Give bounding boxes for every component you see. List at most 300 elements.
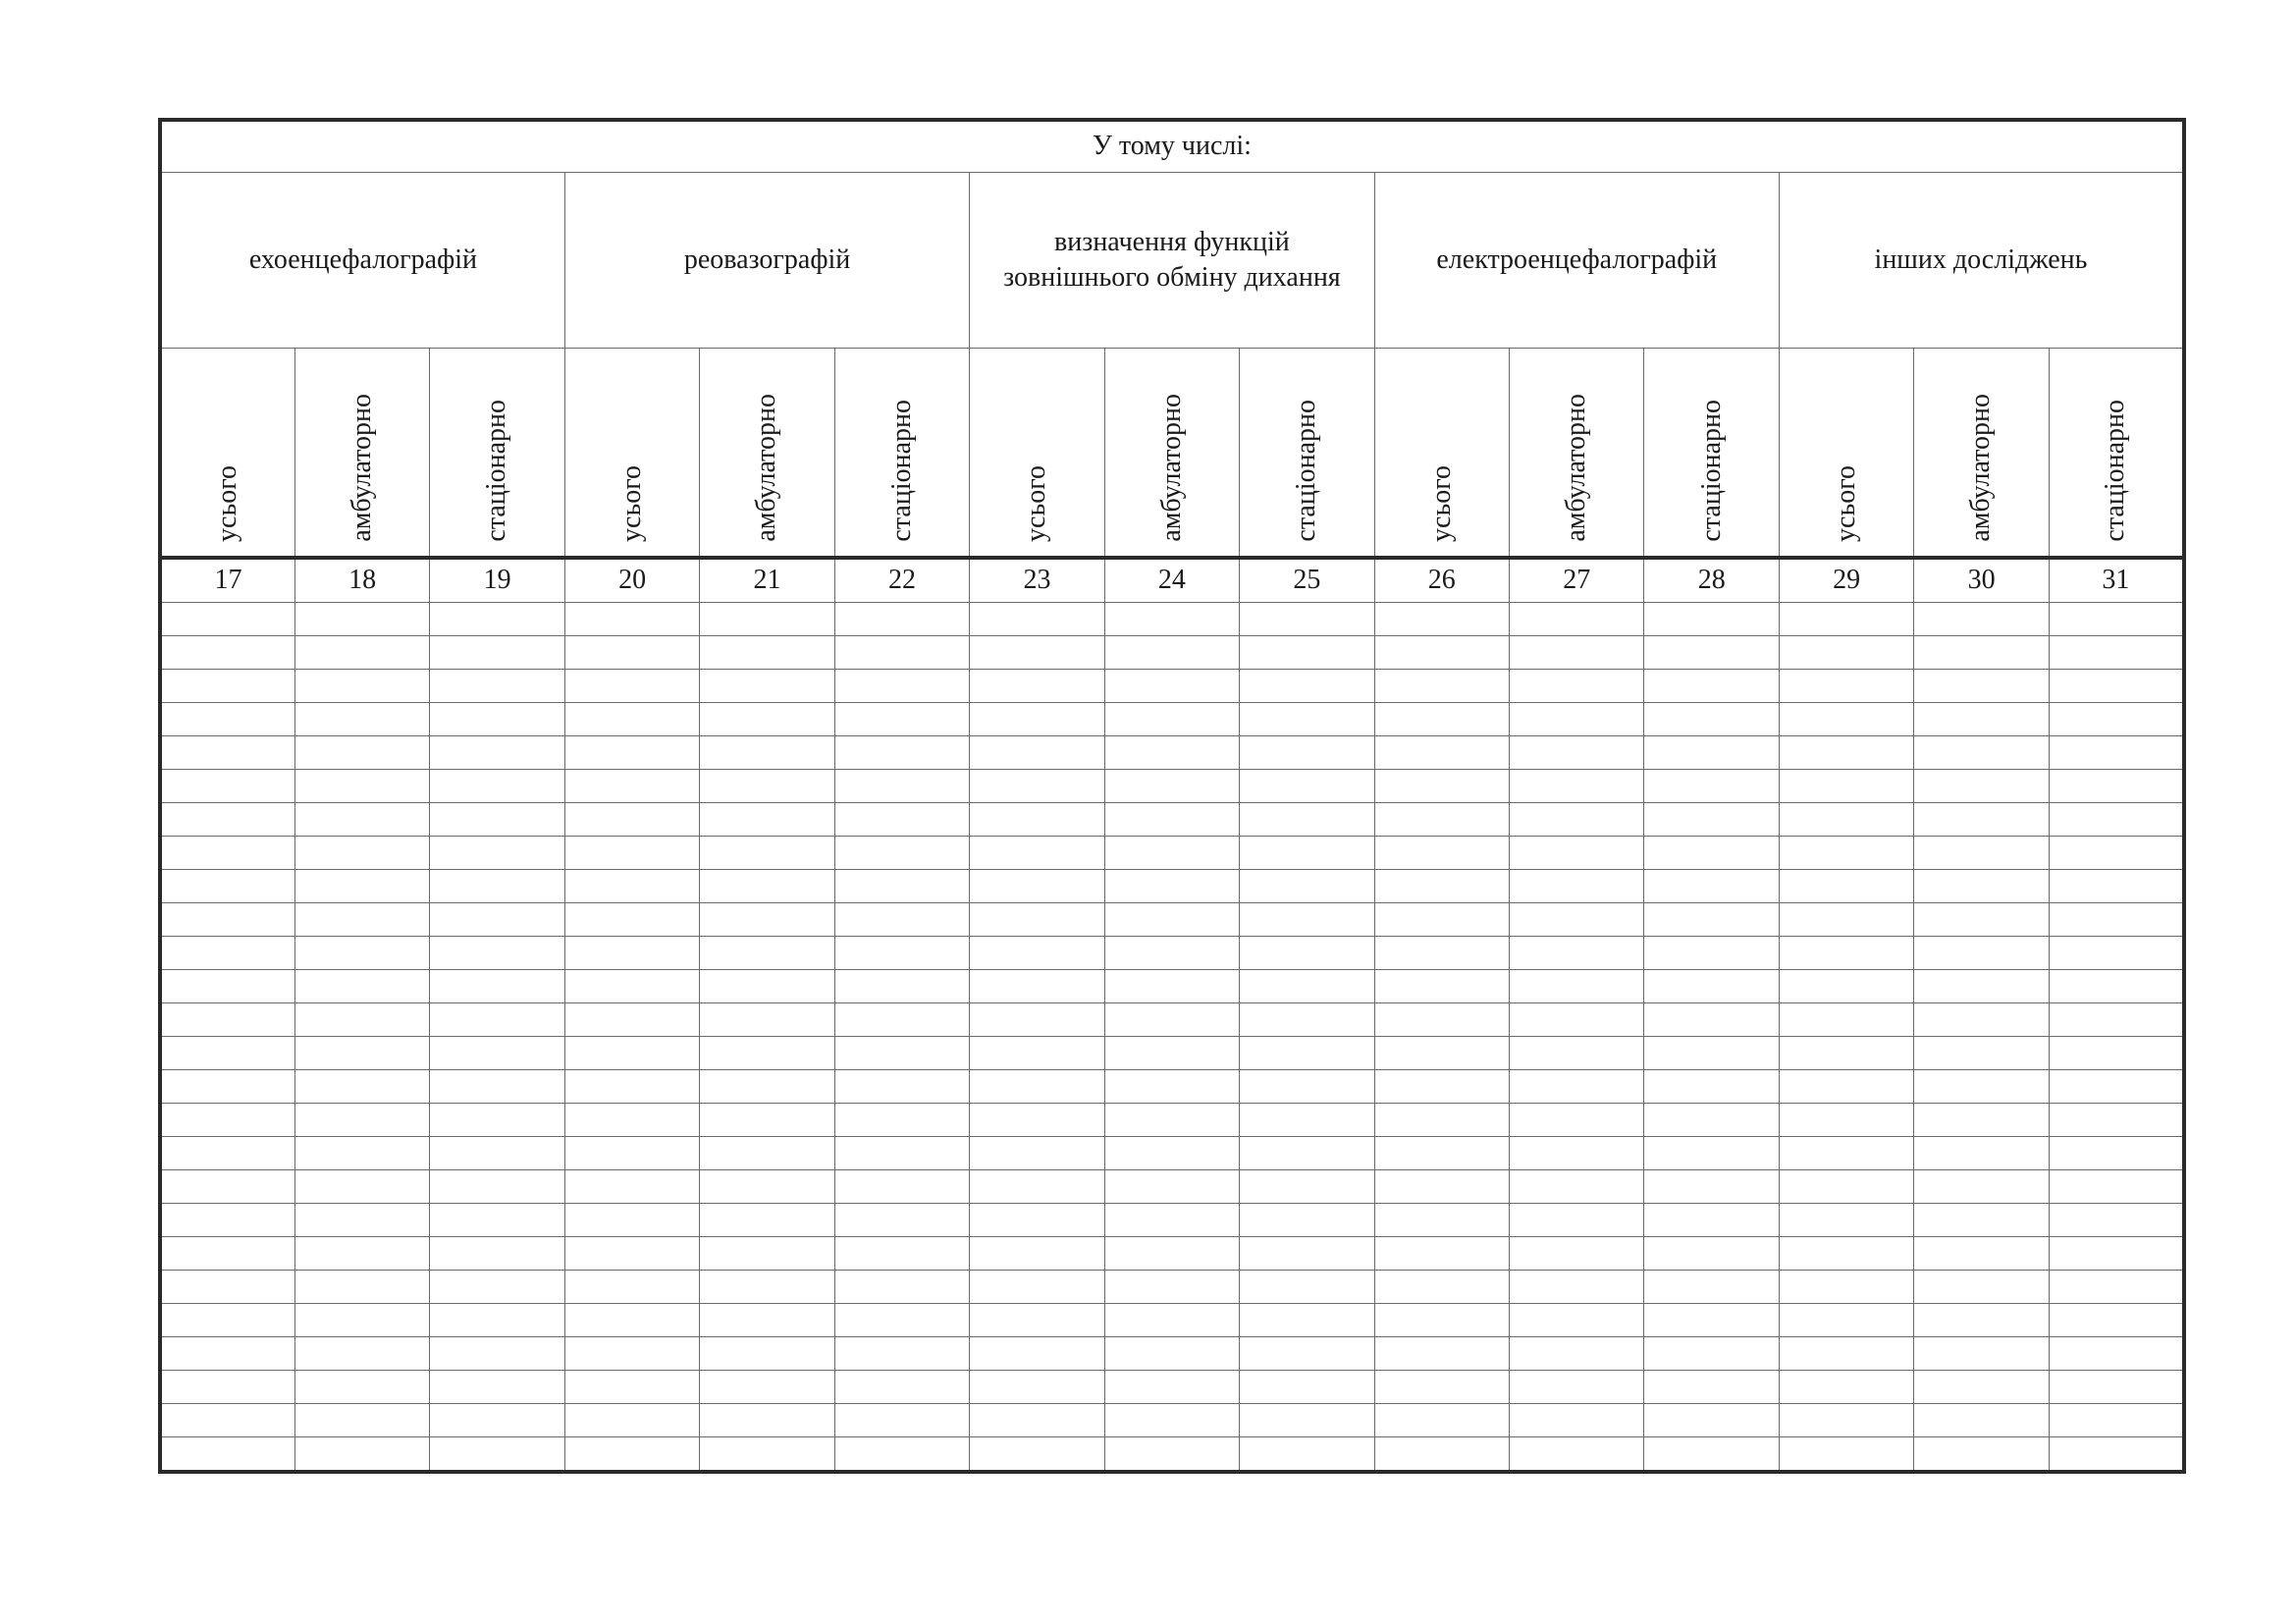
table-cell[interactable]	[1374, 903, 1509, 937]
table-cell[interactable]	[430, 1037, 564, 1070]
table-cell[interactable]	[1914, 770, 2049, 803]
table-cell[interactable]	[1644, 1070, 1779, 1104]
table-cell[interactable]	[1240, 1070, 1374, 1104]
table-cell[interactable]	[700, 803, 834, 837]
table-cell[interactable]	[1104, 1204, 1239, 1237]
table-cell[interactable]	[2049, 970, 2184, 1003]
table-cell[interactable]	[1510, 803, 1644, 837]
table-cell[interactable]	[564, 1371, 699, 1404]
table-cell[interactable]	[700, 1404, 834, 1437]
table-cell[interactable]	[2049, 770, 2184, 803]
table-cell[interactable]	[1240, 1404, 1374, 1437]
table-cell[interactable]	[834, 736, 969, 770]
table-cell[interactable]	[700, 1337, 834, 1371]
table-cell[interactable]	[1240, 803, 1374, 837]
table-cell[interactable]	[1644, 903, 1779, 937]
table-cell[interactable]	[1644, 1204, 1779, 1237]
table-cell[interactable]	[970, 1271, 1104, 1304]
table-cell[interactable]	[564, 1137, 699, 1170]
table-cell[interactable]	[970, 636, 1104, 670]
table-cell[interactable]	[1374, 1371, 1509, 1404]
table-cell[interactable]	[564, 1037, 699, 1070]
table-cell[interactable]	[1510, 1037, 1644, 1070]
table-cell[interactable]	[160, 1070, 294, 1104]
table-cell[interactable]	[1240, 937, 1374, 970]
table-cell[interactable]	[1374, 1137, 1509, 1170]
table-cell[interactable]	[294, 670, 429, 703]
table-cell[interactable]	[564, 670, 699, 703]
table-cell[interactable]	[1510, 937, 1644, 970]
table-cell[interactable]	[1779, 736, 1913, 770]
table-cell[interactable]	[2049, 1437, 2184, 1473]
table-cell[interactable]	[1914, 636, 2049, 670]
table-cell[interactable]	[294, 1337, 429, 1371]
table-cell[interactable]	[1374, 1104, 1509, 1137]
table-cell[interactable]	[2049, 736, 2184, 770]
table-cell[interactable]	[430, 636, 564, 670]
table-cell[interactable]	[2049, 1271, 2184, 1304]
table-cell[interactable]	[1644, 1237, 1779, 1271]
table-cell[interactable]	[1510, 1137, 1644, 1170]
table-cell[interactable]	[1510, 1304, 1644, 1337]
table-cell[interactable]	[160, 1337, 294, 1371]
table-cell[interactable]	[1240, 770, 1374, 803]
table-cell[interactable]	[834, 903, 969, 937]
table-cell[interactable]	[1914, 603, 2049, 636]
table-cell[interactable]	[700, 1137, 834, 1170]
table-cell[interactable]	[1104, 636, 1239, 670]
table-cell[interactable]	[700, 703, 834, 736]
table-cell[interactable]	[564, 603, 699, 636]
table-cell[interactable]	[1779, 1003, 1913, 1037]
table-cell[interactable]	[970, 1437, 1104, 1473]
table-cell[interactable]	[294, 1437, 429, 1473]
table-cell[interactable]	[160, 736, 294, 770]
table-cell[interactable]	[1779, 903, 1913, 937]
table-cell[interactable]	[1914, 1371, 2049, 1404]
table-cell[interactable]	[1644, 736, 1779, 770]
table-cell[interactable]	[1240, 1237, 1374, 1271]
table-cell[interactable]	[834, 1271, 969, 1304]
table-cell[interactable]	[1510, 670, 1644, 703]
table-cell[interactable]	[1779, 1137, 1913, 1170]
table-cell[interactable]	[1240, 837, 1374, 870]
table-cell[interactable]	[2049, 1404, 2184, 1437]
table-cell[interactable]	[430, 970, 564, 1003]
table-cell[interactable]	[1914, 1304, 2049, 1337]
table-cell[interactable]	[700, 1271, 834, 1304]
table-cell[interactable]	[2049, 903, 2184, 937]
table-cell[interactable]	[1240, 1437, 1374, 1473]
table-cell[interactable]	[2049, 603, 2184, 636]
table-cell[interactable]	[1510, 1170, 1644, 1204]
table-cell[interactable]	[700, 636, 834, 670]
table-cell[interactable]	[564, 1237, 699, 1271]
table-cell[interactable]	[160, 603, 294, 636]
table-cell[interactable]	[160, 1437, 294, 1473]
table-cell[interactable]	[1644, 837, 1779, 870]
table-cell[interactable]	[2049, 870, 2184, 903]
table-cell[interactable]	[430, 670, 564, 703]
table-cell[interactable]	[1779, 603, 1913, 636]
table-cell[interactable]	[1240, 870, 1374, 903]
table-cell[interactable]	[1914, 803, 2049, 837]
table-cell[interactable]	[2049, 1237, 2184, 1271]
table-cell[interactable]	[564, 1337, 699, 1371]
table-cell[interactable]	[970, 937, 1104, 970]
table-cell[interactable]	[160, 1104, 294, 1137]
table-cell[interactable]	[1374, 870, 1509, 903]
table-cell[interactable]	[1104, 1371, 1239, 1404]
table-cell[interactable]	[1374, 1003, 1509, 1037]
table-cell[interactable]	[834, 1003, 969, 1037]
table-cell[interactable]	[160, 670, 294, 703]
table-cell[interactable]	[1374, 770, 1509, 803]
table-cell[interactable]	[1914, 736, 2049, 770]
table-cell[interactable]	[564, 736, 699, 770]
table-cell[interactable]	[1104, 670, 1239, 703]
table-cell[interactable]	[564, 837, 699, 870]
table-cell[interactable]	[700, 603, 834, 636]
table-cell[interactable]	[1914, 670, 2049, 703]
table-cell[interactable]	[160, 870, 294, 903]
table-cell[interactable]	[1240, 903, 1374, 937]
table-cell[interactable]	[1104, 603, 1239, 636]
table-cell[interactable]	[1644, 1104, 1779, 1137]
table-cell[interactable]	[1644, 603, 1779, 636]
table-cell[interactable]	[1104, 1037, 1239, 1070]
table-cell[interactable]	[294, 1003, 429, 1037]
table-cell[interactable]	[2049, 1204, 2184, 1237]
table-cell[interactable]	[700, 1003, 834, 1037]
table-cell[interactable]	[160, 703, 294, 736]
table-cell[interactable]	[834, 1437, 969, 1473]
table-cell[interactable]	[970, 1170, 1104, 1204]
table-cell[interactable]	[160, 636, 294, 670]
table-cell[interactable]	[2049, 1137, 2184, 1170]
table-cell[interactable]	[294, 1070, 429, 1104]
table-cell[interactable]	[970, 770, 1104, 803]
table-cell[interactable]	[1644, 703, 1779, 736]
table-cell[interactable]	[564, 1003, 699, 1037]
table-cell[interactable]	[160, 1304, 294, 1337]
table-cell[interactable]	[834, 703, 969, 736]
table-cell[interactable]	[1644, 1304, 1779, 1337]
table-cell[interactable]	[564, 703, 699, 736]
table-cell[interactable]	[970, 603, 1104, 636]
table-cell[interactable]	[564, 1304, 699, 1337]
table-cell[interactable]	[564, 1437, 699, 1473]
table-cell[interactable]	[2049, 1170, 2184, 1204]
table-cell[interactable]	[1779, 1371, 1913, 1404]
table-cell[interactable]	[1374, 1037, 1509, 1070]
table-cell[interactable]	[564, 870, 699, 903]
table-cell[interactable]	[1914, 1070, 2049, 1104]
table-cell[interactable]	[1914, 1170, 2049, 1204]
table-cell[interactable]	[430, 903, 564, 937]
table-cell[interactable]	[700, 670, 834, 703]
table-cell[interactable]	[294, 736, 429, 770]
table-cell[interactable]	[1914, 1271, 2049, 1304]
table-cell[interactable]	[970, 1204, 1104, 1237]
table-cell[interactable]	[970, 1237, 1104, 1271]
table-cell[interactable]	[2049, 1037, 2184, 1070]
table-cell[interactable]	[1510, 1104, 1644, 1137]
table-cell[interactable]	[294, 1204, 429, 1237]
table-cell[interactable]	[430, 703, 564, 736]
table-cell[interactable]	[700, 1237, 834, 1271]
table-cell[interactable]	[1374, 1437, 1509, 1473]
table-cell[interactable]	[834, 1137, 969, 1170]
table-cell[interactable]	[1104, 1070, 1239, 1104]
table-cell[interactable]	[1240, 703, 1374, 736]
table-cell[interactable]	[1510, 603, 1644, 636]
table-cell[interactable]	[834, 670, 969, 703]
table-cell[interactable]	[834, 803, 969, 837]
table-cell[interactable]	[970, 1371, 1104, 1404]
table-cell[interactable]	[160, 1237, 294, 1271]
table-cell[interactable]	[1779, 770, 1913, 803]
table-cell[interactable]	[294, 1271, 429, 1304]
table-cell[interactable]	[1104, 1437, 1239, 1473]
table-cell[interactable]	[1104, 1271, 1239, 1304]
table-cell[interactable]	[430, 837, 564, 870]
table-cell[interactable]	[1510, 1070, 1644, 1104]
table-cell[interactable]	[970, 970, 1104, 1003]
table-cell[interactable]	[1104, 937, 1239, 970]
table-cell[interactable]	[430, 736, 564, 770]
table-cell[interactable]	[160, 837, 294, 870]
table-cell[interactable]	[1779, 1437, 1913, 1473]
table-cell[interactable]	[1779, 1337, 1913, 1371]
table-cell[interactable]	[294, 903, 429, 937]
table-cell[interactable]	[1644, 870, 1779, 903]
table-cell[interactable]	[2049, 837, 2184, 870]
table-cell[interactable]	[834, 1237, 969, 1271]
table-cell[interactable]	[1779, 1304, 1913, 1337]
table-cell[interactable]	[1779, 870, 1913, 903]
table-cell[interactable]	[1240, 736, 1374, 770]
table-cell[interactable]	[1374, 670, 1509, 703]
table-cell[interactable]	[1104, 1170, 1239, 1204]
table-cell[interactable]	[1914, 1204, 2049, 1237]
table-cell[interactable]	[1104, 703, 1239, 736]
table-cell[interactable]	[700, 770, 834, 803]
table-cell[interactable]	[1510, 837, 1644, 870]
table-cell[interactable]	[1510, 703, 1644, 736]
table-cell[interactable]	[430, 1437, 564, 1473]
table-cell[interactable]	[1510, 870, 1644, 903]
table-cell[interactable]	[1779, 1237, 1913, 1271]
table-cell[interactable]	[700, 970, 834, 1003]
table-cell[interactable]	[1914, 1037, 2049, 1070]
table-cell[interactable]	[1374, 1271, 1509, 1304]
table-cell[interactable]	[1644, 1137, 1779, 1170]
table-cell[interactable]	[1510, 1204, 1644, 1237]
table-cell[interactable]	[1104, 903, 1239, 937]
table-cell[interactable]	[1644, 1371, 1779, 1404]
table-cell[interactable]	[160, 1137, 294, 1170]
table-cell[interactable]	[834, 1371, 969, 1404]
table-cell[interactable]	[2049, 1070, 2184, 1104]
table-cell[interactable]	[430, 1237, 564, 1271]
table-cell[interactable]	[1644, 1170, 1779, 1204]
table-cell[interactable]	[700, 903, 834, 937]
table-cell[interactable]	[430, 1204, 564, 1237]
table-cell[interactable]	[1779, 1104, 1913, 1137]
table-cell[interactable]	[2049, 1304, 2184, 1337]
table-cell[interactable]	[1240, 1204, 1374, 1237]
table-cell[interactable]	[430, 937, 564, 970]
table-cell[interactable]	[700, 1437, 834, 1473]
table-cell[interactable]	[1510, 1437, 1644, 1473]
table-cell[interactable]	[1374, 1304, 1509, 1337]
table-cell[interactable]	[294, 703, 429, 736]
table-cell[interactable]	[1374, 937, 1509, 970]
table-cell[interactable]	[1374, 970, 1509, 1003]
table-cell[interactable]	[294, 1304, 429, 1337]
table-cell[interactable]	[1644, 636, 1779, 670]
table-cell[interactable]	[970, 1104, 1104, 1137]
table-cell[interactable]	[1914, 1404, 2049, 1437]
table-cell[interactable]	[430, 1371, 564, 1404]
table-cell[interactable]	[700, 736, 834, 770]
table-cell[interactable]	[1914, 903, 2049, 937]
table-cell[interactable]	[294, 636, 429, 670]
table-cell[interactable]	[700, 837, 834, 870]
table-cell[interactable]	[970, 670, 1104, 703]
table-cell[interactable]	[1374, 603, 1509, 636]
table-cell[interactable]	[430, 1137, 564, 1170]
table-cell[interactable]	[1374, 736, 1509, 770]
table-cell[interactable]	[1240, 1304, 1374, 1337]
table-cell[interactable]	[700, 1371, 834, 1404]
table-cell[interactable]	[294, 603, 429, 636]
table-cell[interactable]	[430, 1304, 564, 1337]
table-cell[interactable]	[1104, 770, 1239, 803]
table-cell[interactable]	[700, 870, 834, 903]
table-cell[interactable]	[1510, 1271, 1644, 1304]
table-cell[interactable]	[1374, 636, 1509, 670]
table-cell[interactable]	[1374, 1337, 1509, 1371]
table-cell[interactable]	[430, 803, 564, 837]
table-cell[interactable]	[1510, 903, 1644, 937]
table-cell[interactable]	[2049, 703, 2184, 736]
table-cell[interactable]	[700, 1070, 834, 1104]
table-cell[interactable]	[1644, 1337, 1779, 1371]
table-cell[interactable]	[1374, 1237, 1509, 1271]
table-cell[interactable]	[430, 1271, 564, 1304]
table-cell[interactable]	[1644, 670, 1779, 703]
table-cell[interactable]	[834, 1204, 969, 1237]
table-cell[interactable]	[1779, 1037, 1913, 1070]
table-cell[interactable]	[834, 1037, 969, 1070]
table-cell[interactable]	[1240, 1037, 1374, 1070]
table-cell[interactable]	[834, 970, 969, 1003]
table-cell[interactable]	[160, 1037, 294, 1070]
table-cell[interactable]	[2049, 636, 2184, 670]
table-cell[interactable]	[1779, 703, 1913, 736]
table-cell[interactable]	[564, 970, 699, 1003]
table-cell[interactable]	[1914, 1003, 2049, 1037]
table-cell[interactable]	[1104, 970, 1239, 1003]
table-cell[interactable]	[294, 1371, 429, 1404]
table-cell[interactable]	[1104, 1137, 1239, 1170]
table-cell[interactable]	[564, 1404, 699, 1437]
table-cell[interactable]	[1644, 1003, 1779, 1037]
table-cell[interactable]	[970, 837, 1104, 870]
table-cell[interactable]	[564, 1204, 699, 1237]
table-cell[interactable]	[970, 1003, 1104, 1037]
table-cell[interactable]	[1779, 1170, 1913, 1204]
table-cell[interactable]	[1914, 1337, 2049, 1371]
table-cell[interactable]	[160, 803, 294, 837]
table-cell[interactable]	[294, 970, 429, 1003]
table-cell[interactable]	[294, 870, 429, 903]
table-cell[interactable]	[1779, 1204, 1913, 1237]
table-cell[interactable]	[564, 903, 699, 937]
table-cell[interactable]	[294, 1104, 429, 1137]
table-cell[interactable]	[430, 870, 564, 903]
table-cell[interactable]	[970, 1037, 1104, 1070]
table-cell[interactable]	[970, 903, 1104, 937]
table-cell[interactable]	[970, 1404, 1104, 1437]
table-cell[interactable]	[1644, 1404, 1779, 1437]
table-cell[interactable]	[564, 1271, 699, 1304]
table-cell[interactable]	[430, 770, 564, 803]
table-cell[interactable]	[970, 870, 1104, 903]
table-cell[interactable]	[1374, 1404, 1509, 1437]
table-cell[interactable]	[1104, 1237, 1239, 1271]
table-cell[interactable]	[1914, 970, 2049, 1003]
table-cell[interactable]	[1644, 1271, 1779, 1304]
table-cell[interactable]	[700, 1304, 834, 1337]
table-cell[interactable]	[1240, 1337, 1374, 1371]
table-cell[interactable]	[1374, 1204, 1509, 1237]
table-cell[interactable]	[564, 937, 699, 970]
table-cell[interactable]	[1374, 1070, 1509, 1104]
table-cell[interactable]	[834, 636, 969, 670]
table-cell[interactable]	[700, 1170, 834, 1204]
table-cell[interactable]	[1104, 1404, 1239, 1437]
table-cell[interactable]	[834, 837, 969, 870]
table-cell[interactable]	[1240, 1371, 1374, 1404]
table-cell[interactable]	[834, 1404, 969, 1437]
table-cell[interactable]	[160, 1204, 294, 1237]
table-cell[interactable]	[1644, 1037, 1779, 1070]
table-cell[interactable]	[1779, 1271, 1913, 1304]
table-cell[interactable]	[1914, 1104, 2049, 1137]
table-cell[interactable]	[1779, 970, 1913, 1003]
table-cell[interactable]	[564, 1170, 699, 1204]
table-cell[interactable]	[294, 1170, 429, 1204]
table-cell[interactable]	[1914, 837, 2049, 870]
table-cell[interactable]	[1510, 1337, 1644, 1371]
table-cell[interactable]	[834, 1170, 969, 1204]
table-cell[interactable]	[970, 703, 1104, 736]
table-cell[interactable]	[2049, 1337, 2184, 1371]
table-cell[interactable]	[1779, 1404, 1913, 1437]
table-cell[interactable]	[1779, 837, 1913, 870]
table-cell[interactable]	[430, 1070, 564, 1104]
table-cell[interactable]	[294, 1137, 429, 1170]
table-cell[interactable]	[1240, 1271, 1374, 1304]
table-cell[interactable]	[2049, 803, 2184, 837]
table-cell[interactable]	[834, 1104, 969, 1137]
table-cell[interactable]	[1779, 670, 1913, 703]
table-cell[interactable]	[1104, 1104, 1239, 1137]
table-cell[interactable]	[160, 1404, 294, 1437]
